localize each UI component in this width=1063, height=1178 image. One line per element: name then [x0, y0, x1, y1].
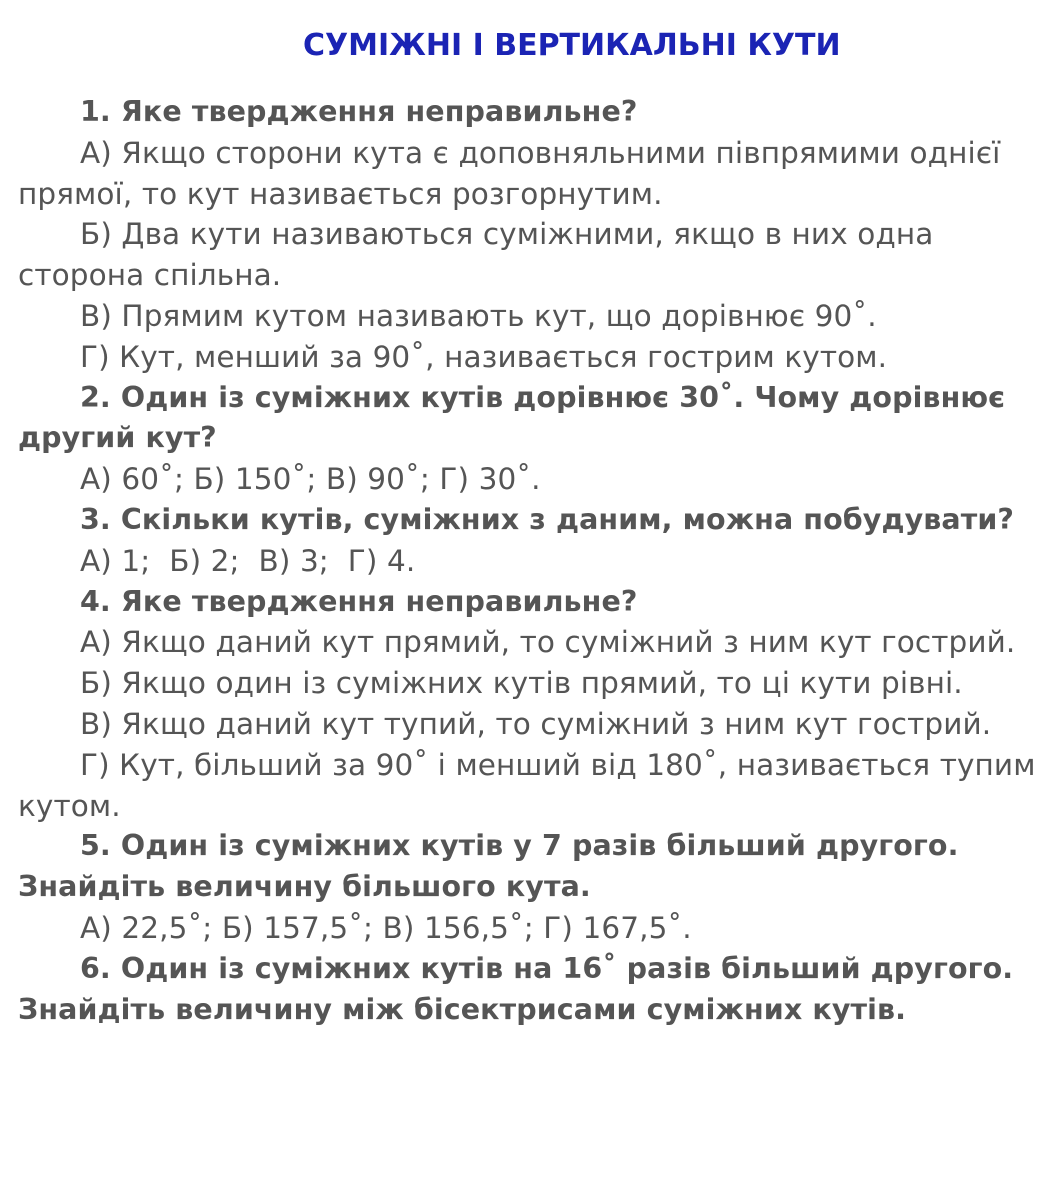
question-1-option-c: В) Прямим кутом називають кут, що дорівнює 90˚.: [80, 298, 877, 333]
page-title: СУМІЖНІ І ВЕРТИКАЛЬНІ КУТИ: [303, 28, 841, 63]
question-6: 6. Один із суміжних кутів на 16˚ разів більший другого. Знайдіть величину між бісектрисами суміжних кутів.: [18, 951, 1014, 1026]
document-page: [18, 0, 1048, 1030]
question-1-option-b: Б) Два кути називаються суміжними, якщо в них одна сторона спільна.: [18, 217, 934, 293]
question-3: 3. Скільки кутів, суміжних з даним, можна побудувати?: [80, 502, 1015, 536]
question-5-options: А) 22,5˚; Б) 157,5˚; В) 156,5˚; Г) 167,5˚.: [80, 910, 692, 945]
question-4: 4. Яке твердження неправильне?: [80, 584, 638, 618]
question-4-option-b: Б) Якщо один із суміжних кутів прямий, то ці кути рівні.: [80, 666, 963, 701]
question-4-option-c: В) Якщо даний кут тупий, то суміжний з ним кут гострий.: [80, 706, 992, 741]
question-5: 5. Один із суміжних кутів у 7 разів більший другого. Знайдіть величину більшого кута.: [18, 829, 959, 904]
questions-list: [18, 92, 1048, 1030]
question-4-option-a: А) Якщо даний кут прямий, то суміжний з ним кут гострий.: [80, 625, 1016, 660]
question-1: 1. Яке твердження неправильне?: [80, 95, 638, 128]
question-4-option-d: Г) Кут, більший за 90˚ і менший від 180˚, називається тупим кутом.: [18, 747, 1036, 823]
question-1-option-d: Г) Кут, менший за 90˚, називається гострим кутом.: [80, 339, 888, 374]
question-3-options: А) 1; Б) 2; В) 3; Г) 4.: [80, 543, 416, 578]
question-2: 2. Один із суміжних кутів дорівнює 30˚. Чому дорівнює другий кут?: [18, 380, 1006, 455]
question-1-option-a: А) Якщо сторони кута є доповняльними півпрямими однієї прямої, то кут називається розгорнутим.: [18, 135, 1001, 211]
question-2-options: А) 60˚; Б) 150˚; В) 90˚; Г) 30˚.: [80, 462, 541, 497]
